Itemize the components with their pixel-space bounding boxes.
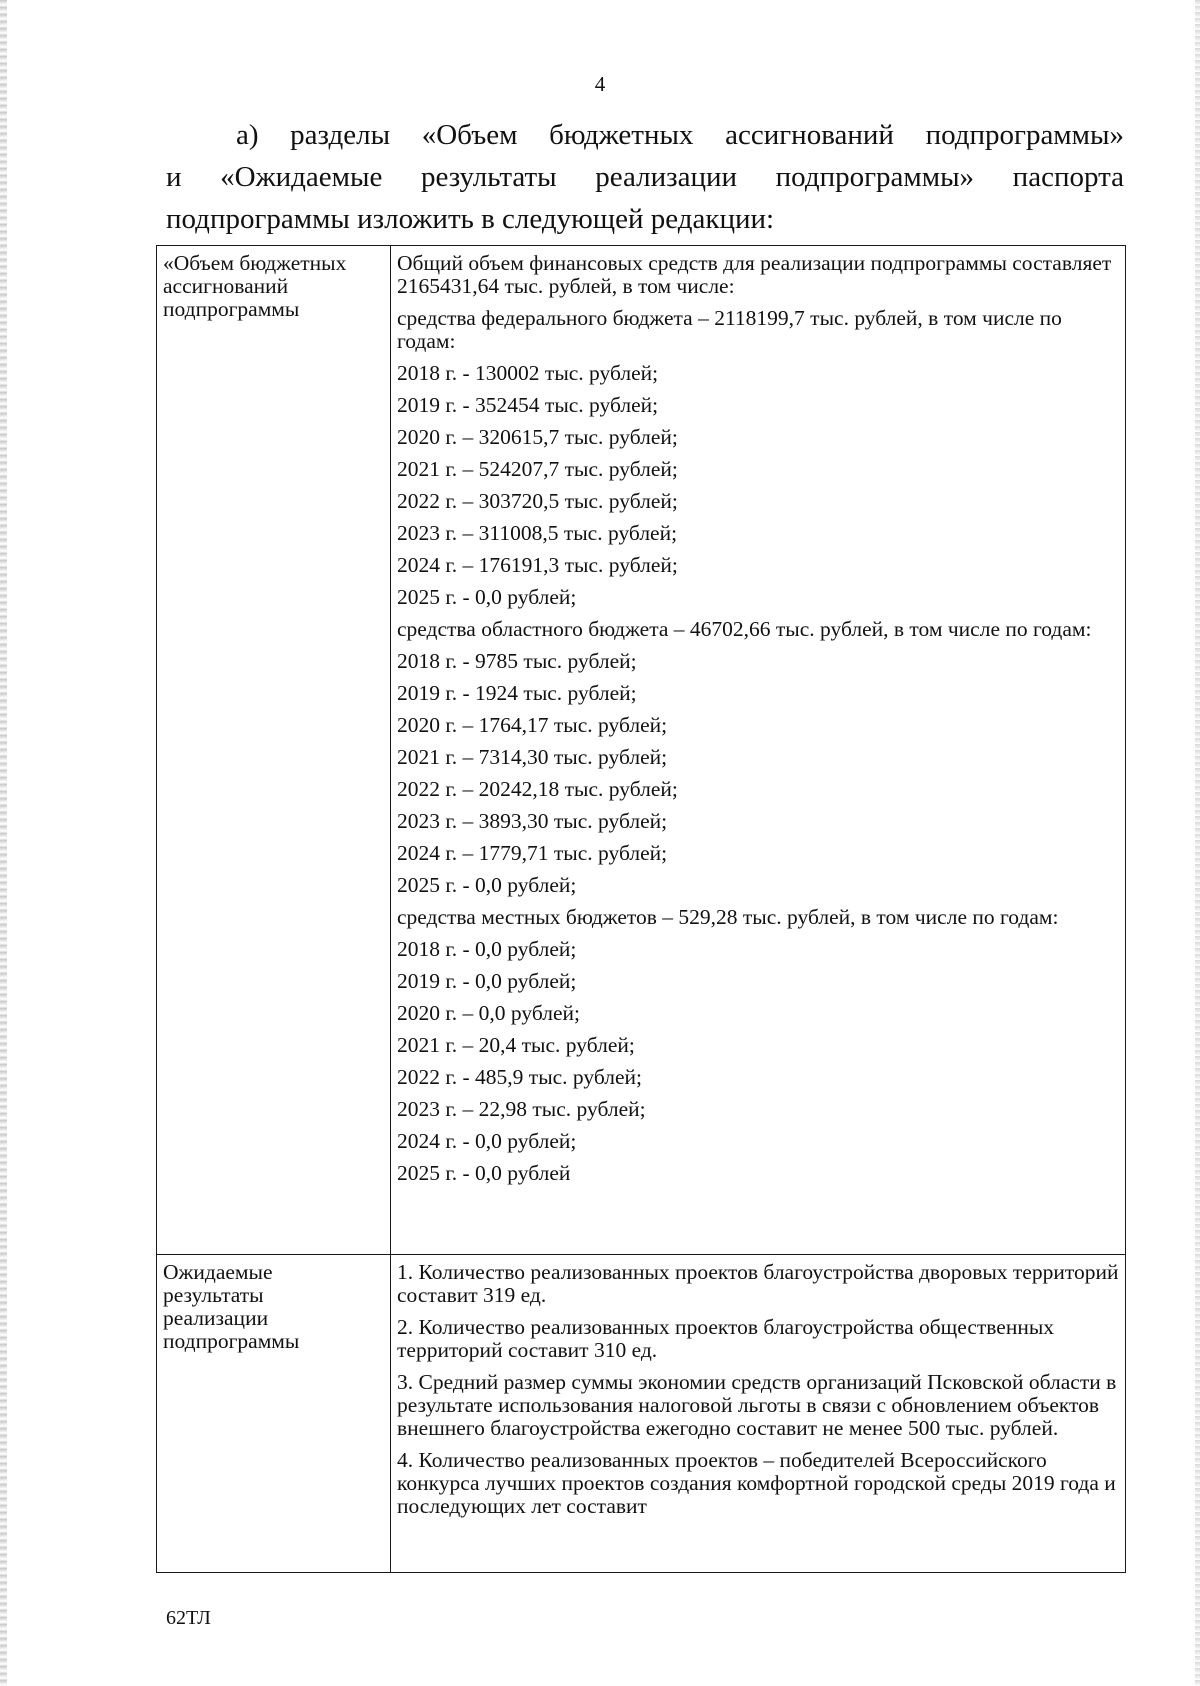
passport-table [156, 245, 1126, 1573]
budget-item: 2024 г. - 0,0 рублей; [397, 1129, 577, 1153]
budget-item: 2018 г. - 9785 тыс. рублей; [397, 649, 637, 673]
budget-item: средства областного бюджета – 46702,66 тыс. рублей, в том числе по годам: [397, 617, 1092, 641]
budget-item: 2020 г. – 0,0 рублей; [397, 1001, 580, 1025]
result-item: 2. Количество реализованных проектов благоустройства общественных территорий составит 310 ед. [397, 1315, 1055, 1362]
budget-item: 2021 г. – 20,4 тыс. рублей; [397, 1033, 635, 1057]
table-row-budget [157, 246, 1126, 1255]
budget-item: 2019 г. - 0,0 рублей; [397, 969, 577, 993]
label-cell-budget [157, 246, 391, 1255]
budget-item: 2021 г. – 7314,30 тыс. рублей; [397, 745, 668, 769]
intro-paragraph [166, 114, 1124, 240]
content-cell-budget [391, 246, 1126, 1255]
budget-item: 2022 г. – 303720,5 тыс. рублей; [397, 489, 678, 513]
budget-item: 2021 г. – 524207,7 тыс. рублей; [397, 457, 678, 481]
budget-item: 2018 г. - 0,0 рублей; [397, 937, 577, 961]
budget-item: Общий объем финансовых средств для реализации подпрограммы составляет 2165431,64 тыс. рублей, в том числе: [397, 251, 1112, 298]
budget-item: 2022 г. - 485,9 тыс. рублей; [397, 1065, 643, 1089]
label-results: Ожидаемые результаты реализации подпрограммы [163, 1260, 300, 1353]
budget-item: 2019 г. - 1924 тыс. рублей; [397, 681, 637, 705]
budget-item: 2019 г. - 352454 тыс. рублей; [397, 393, 659, 417]
budget-item: 2020 г. – 1764,17 тыс. рублей; [397, 713, 668, 737]
budget-item: средства федерального бюджета – 2118199,7 тыс. рублей, в том числе по годам: [397, 306, 1062, 353]
table-row-results [157, 1255, 1126, 1573]
page-number: 4 [594, 72, 606, 96]
budget-item: 2023 г. – 22,98 тыс. рублей; [397, 1097, 646, 1121]
result-item: 4. Количество реализованных проектов – победителей Всероссийского конкурса лучших проектов создания комфортной городской среды 2019 года и последующих лет составит [397, 1448, 1116, 1518]
budget-item: 2018 г. - 130002 тыс. рублей; [397, 361, 659, 385]
footer-code: 62ТЛ [166, 1607, 211, 1629]
budget-item: 2022 г. – 20242,18 тыс. рублей; [397, 777, 678, 801]
budget-item: 2025 г. - 0,0 рублей; [397, 873, 577, 897]
label-cell-results [157, 1255, 391, 1573]
budget-item: 2025 г. - 0,0 рублей; [397, 585, 577, 609]
budget-item: 2023 г. – 311008,5 тыс. рублей; [397, 521, 678, 545]
intro-line-3: подпрограммы изложить в следующей редакции: [166, 203, 775, 235]
budget-item: средства местных бюджетов – 529,28 тыс. рублей, в том числе по годам: [397, 905, 1059, 929]
budget-item: 2023 г. – 3893,30 тыс. рублей; [397, 809, 668, 833]
budget-item: 2020 г. – 320615,7 тыс. рублей; [397, 425, 678, 449]
scan-edge-right [1195, 0, 1200, 1686]
label-budget: «Объем бюджетных ассигнований подпрограммы [163, 251, 347, 321]
result-item: 1. Количество реализованных проектов благоустройства дворовых территорий составит 319 ед. [397, 1260, 1119, 1307]
budget-item: 2025 г. - 0,0 рублей [397, 1161, 571, 1185]
intro-line-2: и «Ожидаемые результаты реализации подпрограммы» паспорта [166, 161, 1124, 193]
content-cell-results [391, 1255, 1126, 1573]
budget-item: 2024 г. – 1779,71 тыс. рублей; [397, 841, 668, 865]
result-item: 3. Средний размер суммы экономии средств организаций Псковской области в результате использования налоговой льготы в связи с обновлением объектов внешнего благоустройства ежегодно составит не менее 500 тыс. рублей. [397, 1370, 1117, 1440]
intro-line-1: а) разделы «Объем бюджетных ассигнований подпрограммы» [236, 119, 1124, 151]
scan-edge-left [0, 0, 7, 1686]
budget-item: 2024 г. – 176191,3 тыс. рублей; [397, 553, 678, 577]
